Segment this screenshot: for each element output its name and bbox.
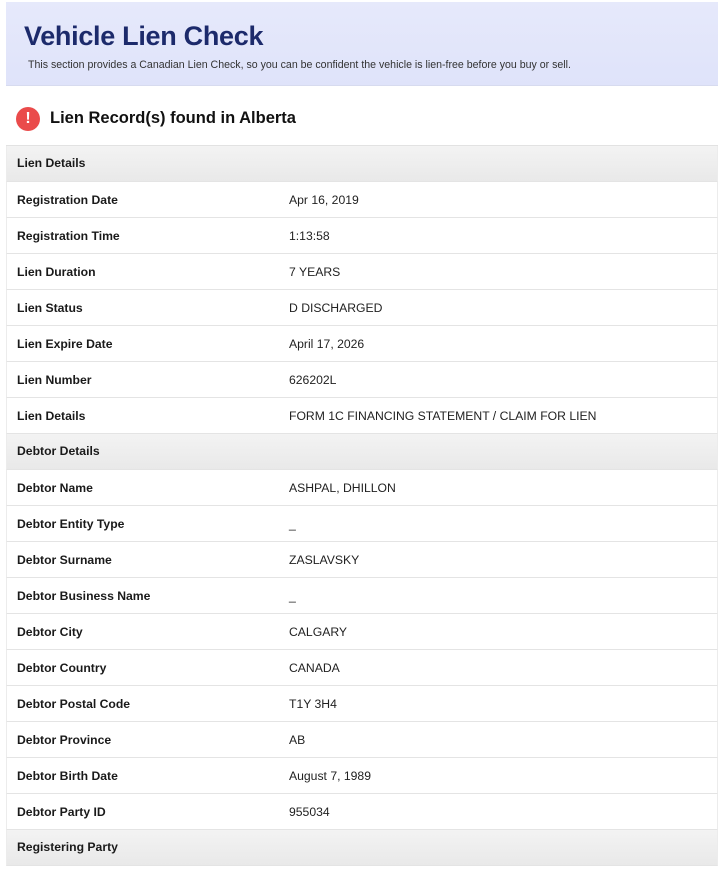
row-label: Lien Details [17, 409, 86, 423]
row-label: Registration Time [17, 229, 120, 243]
row-label: Debtor Postal Code [17, 697, 131, 711]
section-header-registering-party [6, 830, 718, 866]
section-title: Registering Party [17, 840, 118, 854]
row-label: Lien Status [17, 301, 83, 315]
exclamation-circle-icon: ! [16, 107, 40, 131]
table-row [6, 686, 718, 722]
section-header-debtor-details [6, 434, 718, 470]
table-row [6, 506, 718, 542]
table-row [6, 398, 718, 434]
table-row [6, 542, 718, 578]
table-row [6, 326, 718, 362]
table-row [6, 470, 718, 506]
lien-alert [6, 104, 718, 136]
row-value: April 17, 2026 [289, 337, 365, 351]
table-row [6, 290, 718, 326]
row-value: Apr 16, 2019 [289, 193, 359, 207]
row-value: ZASLAVSKY [289, 553, 360, 567]
alert-message: Lien Record(s) found in Alberta [50, 109, 296, 127]
row-label: Registration Date [17, 193, 118, 207]
table-row [6, 650, 718, 686]
table-row [6, 758, 718, 794]
row-value: ASHPAL, DHILLON [289, 481, 396, 495]
page-subtitle: This section provides a Canadian Lien Check, so you can be confident the vehicle is lien-free before you buy or sell. [28, 59, 571, 71]
row-value: D DISCHARGED [289, 301, 383, 315]
table-row [6, 722, 718, 758]
row-label: Debtor Birth Date [17, 769, 118, 783]
row-value: _ [289, 517, 296, 531]
row-value: August 7, 1989 [289, 769, 371, 783]
header-banner [6, 2, 718, 86]
page-title: Vehicle Lien Check [24, 21, 264, 51]
table-row [6, 182, 718, 218]
row-label: Lien Number [17, 373, 92, 387]
section-header-lien-details [6, 146, 718, 182]
row-label: Lien Duration [17, 265, 96, 279]
row-value: T1Y 3H4 [289, 697, 337, 711]
section-title: Debtor Details [17, 444, 100, 458]
row-value: CANADA [289, 661, 340, 675]
table-row [6, 218, 718, 254]
row-value: AB [289, 733, 306, 747]
table-row [6, 362, 718, 398]
row-label: Debtor Country [17, 661, 107, 675]
row-label: Debtor Entity Type [17, 517, 125, 531]
row-value: CALGARY [289, 625, 348, 639]
row-label: Debtor Party ID [17, 805, 106, 819]
row-label: Debtor Name [17, 481, 93, 495]
row-value: 626202L [289, 373, 337, 387]
row-label: Debtor Business Name [17, 589, 151, 603]
row-value: 7 YEARS [289, 265, 341, 279]
table-row [6, 794, 718, 830]
row-value: 955034 [289, 805, 330, 819]
row-label: Debtor City [17, 625, 83, 639]
row-label: Lien Expire Date [17, 337, 113, 351]
row-label: Debtor Province [17, 733, 112, 747]
row-label: Debtor Surname [17, 553, 112, 567]
lien-details-table [6, 145, 718, 866]
table-row [6, 614, 718, 650]
section-title: Lien Details [17, 156, 86, 170]
row-value: _ [289, 589, 296, 603]
row-value: FORM 1C FINANCING STATEMENT / CLAIM FOR LIEN [289, 409, 597, 423]
row-value: 1:13:58 [289, 229, 330, 243]
table-row [6, 578, 718, 614]
table-row [6, 254, 718, 290]
